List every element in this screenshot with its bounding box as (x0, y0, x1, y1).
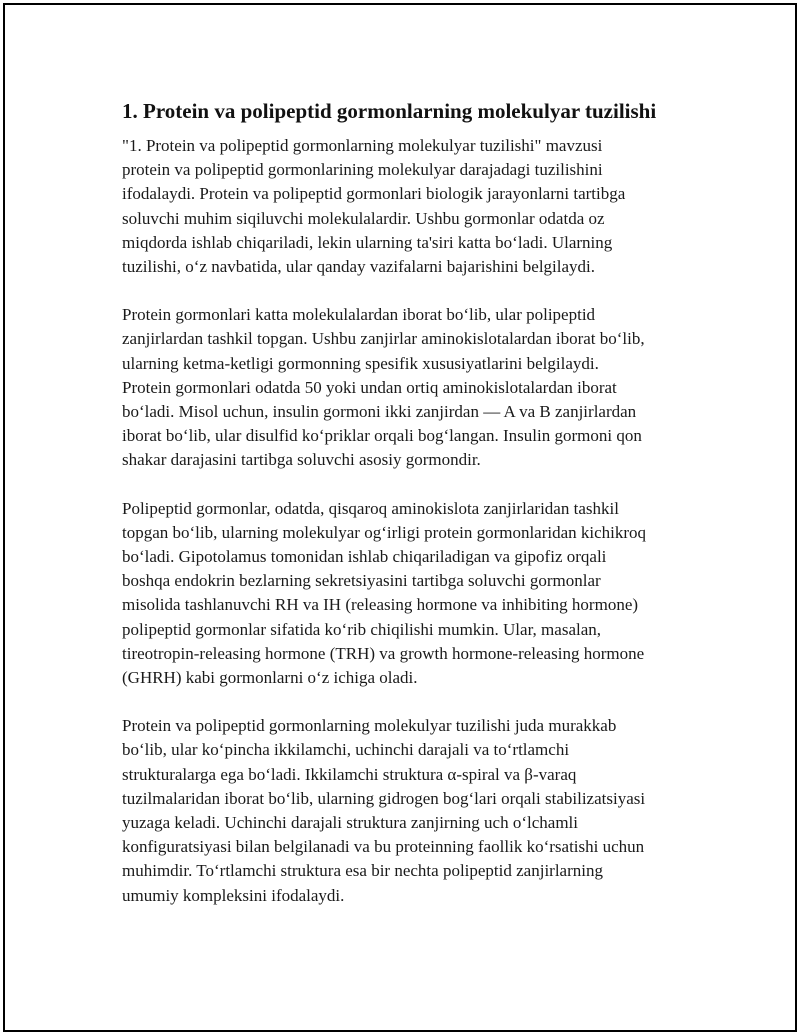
text-line: strukturalarga ega bo‘ladi. Ikkilamchi struktura α-spiral va β-varaq (122, 764, 577, 784)
text-line: Polipeptid gormonlar, odatda, qisqaroq aminokislota zanjirlaridan tashkil (122, 498, 619, 518)
text-line: shakar darajasini tartibga soluvchi asosiy gormondir. (122, 450, 481, 470)
text-line: tuzilmalaridan iborat bo‘lib, ularning gidrogen bog‘lari orqali stabilizatsiyasi (122, 788, 646, 808)
text-line: Protein gormonlari odatda 50 yoki undan ortiq aminokislotalardan iborat (122, 377, 617, 397)
text-line: boshqa endokrin bezlarning sekretsiyasini tartibga soluvchi gormonlar (122, 571, 601, 591)
text-line: tuzilishi, o‘z navbatida, ular qanday vazifalarni bajarishini belgilaydi. (122, 257, 596, 277)
text-line: Protein gormonlari katta molekulalardan iborat bo‘lib, ular polipeptid (122, 305, 596, 325)
text-line: konfiguratsiyasi bilan belgilanadi va bu proteinning faollik ko‘rsatishi uchun (122, 837, 645, 857)
text-line: "1. Protein va polipeptid gormonlarning molekulyar tuzilishi" mavzusi (122, 136, 603, 155)
text-line: muhimdir. To‘rtlamchi struktura esa bir nechta polipeptid zanjirlarning (122, 861, 603, 881)
text-line: soluvchi muhim siqiluvchi molekulalardir. Ushbu gormonlar odatda oz (122, 208, 605, 228)
text-line: yuzaga keladi. Uchinchi darajali struktura zanjirning uch o‘lchamli (122, 813, 578, 833)
paragraph-4 (122, 714, 692, 908)
text-line: bo‘lib, ular ko‘pincha ikkilamchi, uchinchi darajali va to‘rtlamchi (122, 740, 570, 760)
text-line: (GHRH) kabi gormonlarni o‘z ichiga oladi. (122, 668, 418, 688)
text-line: iborat bo‘lib, ular disulfid ko‘priklar orqali bog‘langan. Insulin gormoni qon (122, 426, 642, 446)
text-line: polipeptid gormonlar sifatida ko‘rib chiqilishi mumkin. Ular, masalan, (122, 619, 602, 639)
text-line: topgan bo‘lib, ularning molekulyar og‘irligi protein gormonlaridan kichikroq (122, 522, 647, 542)
document-title: 1. Protein va polipeptid gormonlarning molekulyar tuzilishi (122, 99, 657, 123)
paragraph-1 (122, 134, 692, 279)
text-line: Protein va polipeptid gormonlarning molekulyar tuzilishi juda murakkab (122, 716, 617, 736)
text-line: ifodalaydi. Protein va polipeptid gormonlari biologik jarayonlarni tartibga (122, 184, 626, 204)
paragraph-3 (122, 497, 692, 691)
text-line: tireotropin-releasing hormone (TRH) va growth hormone-releasing hormone (122, 643, 645, 663)
text-line: bo‘ladi. Gipotolamus tomonidan ishlab chiqariladigan va gipofiz orqali (122, 547, 607, 567)
paragraph-2 (122, 303, 692, 472)
text-line: umumiy kompleksini ifodalaydi. (122, 885, 345, 905)
page-frame (3, 3, 797, 1032)
text-line: zanjirlardan tashkil topgan. Ushbu zanjirlar aminokislotalardan iborat bo‘lib, (122, 329, 645, 349)
text-line: protein va polipeptid gormonlarining molekulyar darajadagi tuzilishini (122, 160, 603, 180)
text-line: miqdorda ishlab chiqariladi, lekin ularning ta'siri katta bo‘ladi. Ularning (122, 232, 613, 252)
text-line: misolida tashlanuvchi RH va IH (releasing hormone va inhibiting hormone) (122, 595, 639, 615)
text-line: ularning ketma-ketligi gormonning spesifik xususiyatlarini belgilaydi. (122, 353, 599, 373)
text-line: bo‘ladi. Misol uchun, insulin gormoni ikki zanjirdan — A va B zanjirlardan (122, 402, 637, 422)
document-body (122, 98, 692, 932)
